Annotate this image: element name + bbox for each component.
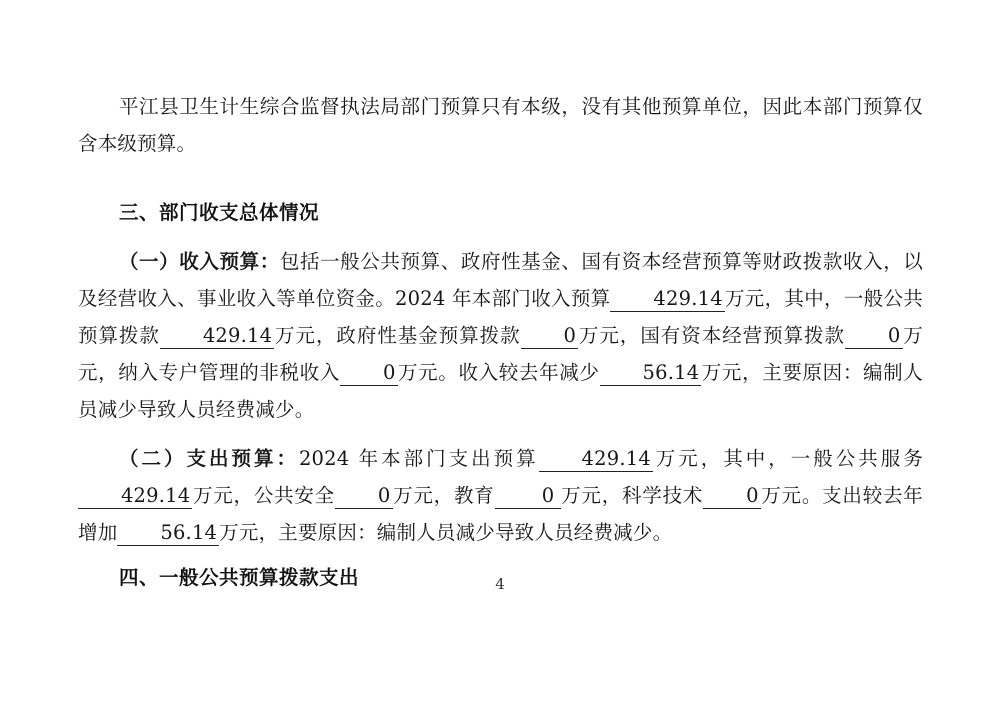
expenditure-text-6: 万元。支出较去年增加 xyxy=(78,484,923,544)
paragraph-intro: 平江县卫生计生综合监督执法局部门预算只有本级，没有其他预算单位，因此本部门预算仅含本级预算。 xyxy=(78,95,923,155)
income-text-1: 包括一般公共预算、政府性基金、国有资本经营预算等财政拨款收入，以及经营收入、事业收入等单位资金。2024 年本部门收入预算 xyxy=(78,250,923,310)
page-number: 4 xyxy=(495,575,505,593)
expenditure-value-general-public-service: 429.14 xyxy=(78,485,192,509)
income-value-state-capital: 0 xyxy=(845,325,903,349)
expenditure-value-increase: 56.14 xyxy=(117,522,219,546)
spacer xyxy=(78,551,923,559)
spacer xyxy=(78,428,923,440)
expenditure-text-1: 2024 年本部门支出预算 xyxy=(298,447,539,470)
expenditure-value-public-safety: 0 xyxy=(335,485,393,509)
expenditure-text-3: 万元，公共安全 xyxy=(192,484,335,507)
income-value-general-public: 429.14 xyxy=(160,325,274,349)
expenditure-text-7: 万元，主要原因：编制人员减少导致人员经费减少。 xyxy=(219,521,673,544)
income-value-total: 429.14 xyxy=(610,288,724,312)
income-text-5: 万元，纳入专户管理的非税收入 xyxy=(78,324,923,384)
expenditure-value-total: 429.14 xyxy=(539,448,653,472)
income-value-gov-fund: 0 xyxy=(521,325,579,349)
expenditure-label: （二）支出预算： xyxy=(118,447,299,470)
expenditure-value-education: 0 xyxy=(495,485,561,509)
income-value-nontax: 0 xyxy=(340,362,398,386)
income-value-decrease: 56.14 xyxy=(600,362,702,386)
spacer xyxy=(78,162,923,194)
expenditure-text-4: 万元，教育 xyxy=(392,484,495,507)
expenditure-text-5: 万元，科学技术 xyxy=(560,484,704,507)
paragraph-expenditure xyxy=(78,440,923,551)
income-text-4: 万元，国有资本经营预算拨款 xyxy=(578,324,845,347)
expenditure-value-science-tech: 0 xyxy=(703,485,761,509)
income-text-6: 万元。收入较去年减少 xyxy=(397,361,600,384)
income-text-7: 万元，主要原因：编制人员减少导致人员经费减少。 xyxy=(78,361,923,421)
income-text-2: 万元，其中，一般公共预算拨款 xyxy=(78,287,923,347)
spacer xyxy=(78,231,923,243)
income-text-3: 万元，政府性基金预算拨款 xyxy=(274,324,521,347)
heading-section-three: 三、部门收支总体情况 xyxy=(118,201,319,224)
paragraph-income xyxy=(78,243,923,428)
income-label: （一）收入预算： xyxy=(118,250,280,273)
heading-section-four: 四、一般公共预算拨款支出 xyxy=(118,566,359,589)
expenditure-text-2: 万元，其中，一般公共服务 xyxy=(652,447,923,470)
document-body xyxy=(78,88,923,596)
